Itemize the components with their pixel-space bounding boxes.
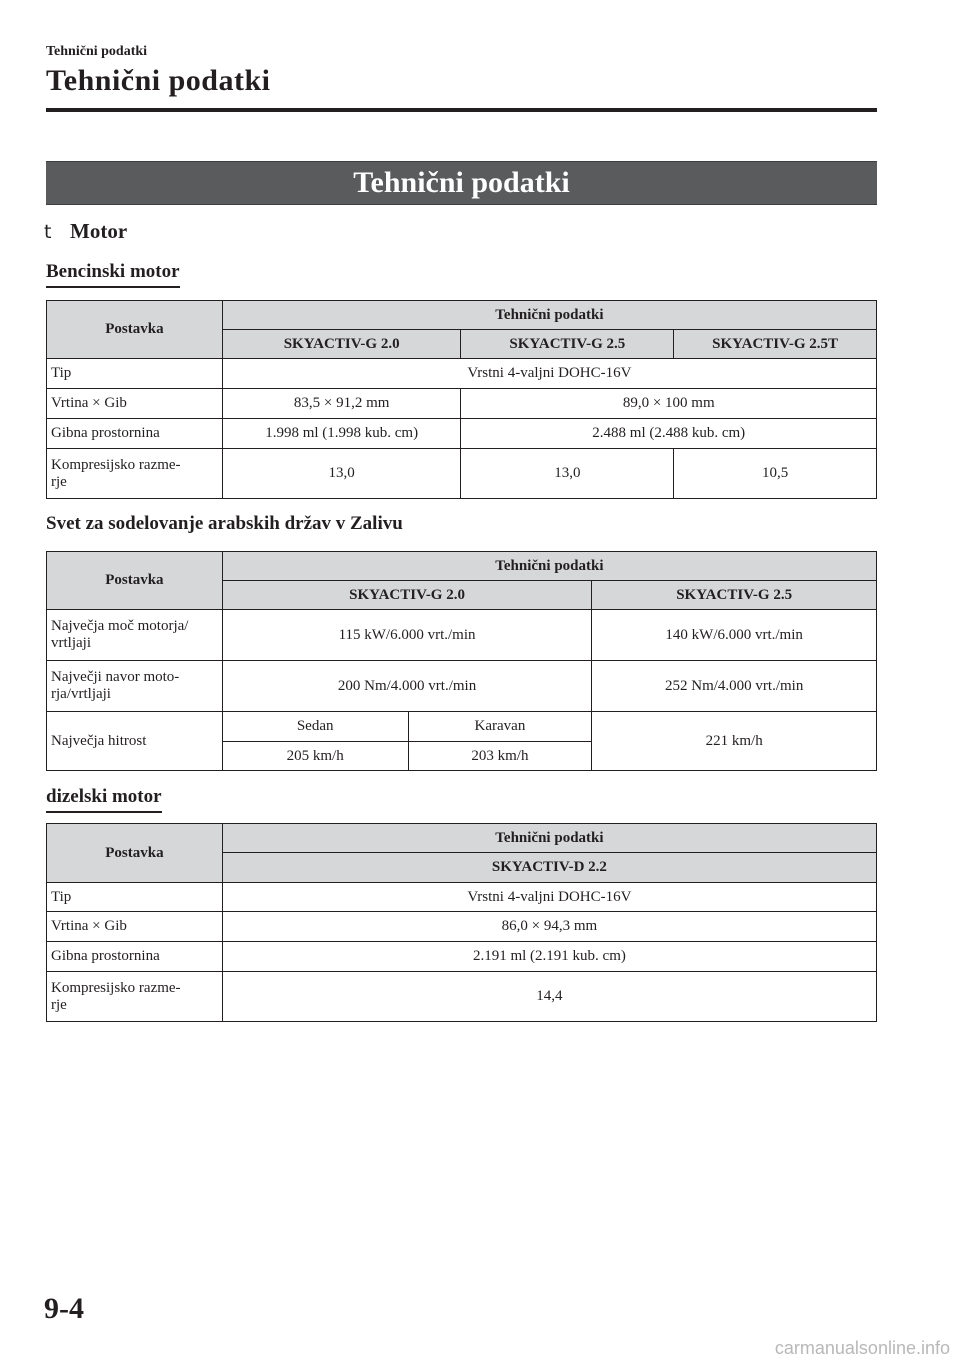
engine-header: SKYACTIV-G 2.5 — [592, 581, 877, 610]
cell-value: 140 kW/6.000 vrt./min — [592, 610, 877, 661]
engine-header: SKYACTIV-G 2.0 — [222, 330, 461, 359]
table-row — [47, 972, 877, 1022]
cell-value: 13,0 — [222, 449, 461, 499]
table-row — [47, 712, 877, 742]
cell-subheader: Sedan — [222, 712, 408, 742]
watermark: carmanualsonline.info — [774, 1338, 950, 1358]
page-title: Tehnični podatki — [46, 64, 271, 97]
label-line: Kompresijsko razme- — [51, 979, 181, 996]
cell-value: 1.998 ml (1.998 kub. cm) — [222, 419, 461, 449]
cell-value: 252 Nm/4.000 vrt./min — [592, 661, 877, 712]
cell-value: 13,0 — [461, 449, 674, 499]
row-label: Gibna prostornina — [47, 942, 223, 972]
section-banner: Tehnični podatki — [46, 161, 877, 205]
engine-header: SKYACTIV-G 2.0 — [222, 581, 592, 610]
running-header: Tehnični podatki — [46, 44, 148, 59]
table-row — [47, 389, 877, 419]
table-row — [47, 661, 877, 712]
table-row — [47, 942, 877, 972]
section-bullet-icon: t — [44, 221, 52, 243]
cell-value: 205 km/h — [222, 742, 408, 771]
row-label — [47, 610, 223, 661]
cell-value: 89,0 × 100 mm — [461, 389, 877, 419]
cell-value: 221 km/h — [592, 712, 877, 771]
col-item-header: Postavka — [47, 301, 223, 359]
row-label — [47, 661, 223, 712]
cell-value: 83,5 × 91,2 mm — [222, 389, 461, 419]
cell-value: Vrstni 4-valjni DOHC-16V — [222, 359, 876, 389]
table-row — [47, 610, 877, 661]
label-line: Največji navor moto- — [51, 669, 180, 685]
label-line: Kompresijsko razme- — [51, 456, 181, 473]
label-line: vrtljaji — [51, 635, 91, 651]
col-item-header: Postavka — [47, 824, 223, 883]
row-label: Tip — [47, 883, 223, 912]
table-row — [47, 883, 877, 912]
gcc-heading: Svet za sodelovanje arabskih držav v Zalivu — [46, 513, 403, 534]
label-line: rje — [51, 473, 67, 490]
cell-value: 14,4 — [222, 972, 876, 1022]
cell-value: 2.488 ml (2.488 kub. cm) — [461, 419, 877, 449]
row-label: Vrtina × Gib — [47, 912, 223, 942]
col-group-header: Tehnični podatki — [222, 824, 876, 853]
table-row — [47, 359, 877, 389]
engine-header: SKYACTIV-G 2.5T — [674, 330, 877, 359]
engine-header: SKYACTIV-D 2.2 — [222, 853, 876, 883]
col-group-header: Tehnični podatki — [222, 301, 876, 330]
label-line: rja/vrtljaji — [51, 686, 111, 702]
row-label: Vrtina × Gib — [47, 389, 223, 419]
gcc-spec-table — [46, 551, 877, 771]
cell-value: 86,0 × 94,3 mm — [222, 912, 876, 942]
engine-header: SKYACTIV-G 2.5 — [461, 330, 674, 359]
cell-value: 2.191 ml (2.191 kub. cm) — [222, 942, 876, 972]
cell-value: Vrstni 4-valjni DOHC-16V — [222, 883, 876, 912]
diesel-heading: dizelski motor — [46, 786, 162, 813]
cell-value: 200 Nm/4.000 vrt./min — [222, 661, 592, 712]
cell-value: 203 km/h — [408, 742, 592, 771]
section-title: Motor — [70, 219, 128, 243]
cell-value: 10,5 — [674, 449, 877, 499]
table-row — [47, 449, 877, 499]
petrol-spec-table — [46, 300, 877, 499]
cell-value: 115 kW/6.000 vrt./min — [222, 610, 592, 661]
diesel-spec-table — [46, 823, 877, 1022]
col-item-header: Postavka — [47, 552, 223, 610]
col-group-header: Tehnični podatki — [222, 552, 876, 581]
row-label: Največja hitrost — [47, 712, 223, 771]
title-rule — [46, 108, 877, 112]
label-line: Največja moč motorja/ — [51, 618, 189, 634]
row-label: Tip — [47, 359, 223, 389]
row-label — [47, 449, 223, 499]
row-label: Gibna prostornina — [47, 419, 223, 449]
cell-subheader: Karavan — [408, 712, 592, 742]
table-row — [47, 419, 877, 449]
section-heading-motor — [44, 219, 127, 244]
row-label — [47, 972, 223, 1022]
table-row — [47, 912, 877, 942]
page-number: 9-4 — [44, 1292, 84, 1325]
petrol-heading: Bencinski motor — [46, 261, 180, 288]
label-line: rje — [51, 996, 67, 1013]
